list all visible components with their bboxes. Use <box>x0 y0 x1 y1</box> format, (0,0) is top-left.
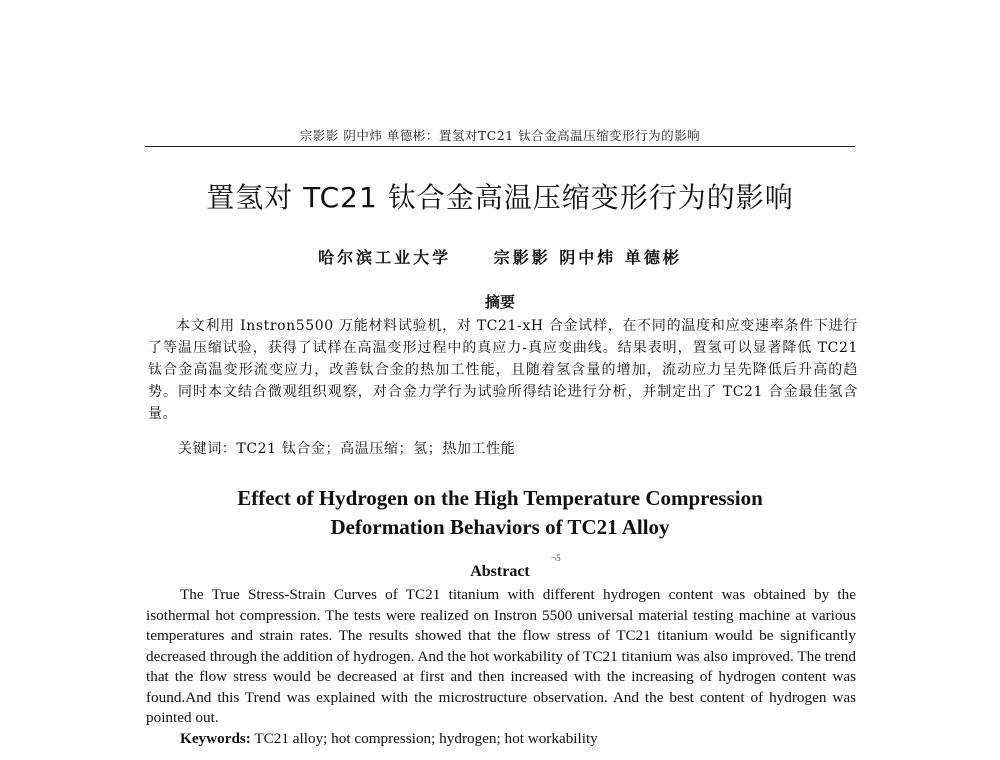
title-chinese: 置氢对 TC21 钛合金高温压缩变形行为的影响 <box>206 181 794 214</box>
header-rule <box>145 146 855 147</box>
title-english <box>100 484 900 542</box>
running-header: 宗影影 阴中炜 单德彬：置氢对TC21 钛合金高温压缩变形行为的影响 <box>299 128 701 143</box>
title-english-line-1: Effect of Hydrogen on the High Temperature Compression <box>237 486 763 510</box>
title-english-line-2: Deformation Behaviors of TC21 Alloy <box>330 515 670 539</box>
abstract-heading-chinese: 摘要 <box>484 293 515 311</box>
author-names-chinese: 宗影影 阴中炜 单德彬 <box>493 248 682 267</box>
keywords-chinese: 关键词：TC21 钛合金；高温压缩；氢；热加工性能 <box>178 441 516 457</box>
stray-mark: ¬5 <box>551 553 561 563</box>
keywords-english <box>180 730 860 748</box>
abstract-body-english: The True Stress-Strain Curves of TC21 titanium with different hydrogen content was obtained by the isothermal hot compression. The tests were realized on Instron 5500 universal material testing machine at various temperatures and strain rates. The results showed that the flow stress of TC21 titanium would be significantly decreased through the addition of hydrogen. And the hot workability of TC21 titanium was also improved. The trend that the flow stress would be decreased at first and then increased with the increasing of hydrogen content was found.And this Trend was explained with the microstructure observation. And the best content of hydrogen was pointed out. <box>146 586 856 726</box>
keywords-label-english: Keywords: <box>180 730 251 747</box>
authors-line-chinese <box>100 245 900 268</box>
abstract-heading-english: Abstract <box>470 563 530 580</box>
keywords-list-english: TC21 alloy; hot compression; hydrogen; hot workability <box>250 730 598 747</box>
affiliation-chinese: 哈尔滨工业大学 <box>318 248 452 267</box>
abstract-body-chinese: 本文利用 Instron5500 万能材料试验机，对 TC21-xH 合金试样，在不同的温度和应变速率条件下进行了等温压缩试验，获得了试样在高温变形过程中的真应力-真应变曲线。结果表明，置氢可以显著降低 TC21 钛合金高温变形流变应力，改善钛合金的热加工性能，且随着氢含量的增加，流动应力呈先降低后升高的趋势。同时本文结合微观组织观察，对合金力学行为试验所得结论进行分析，并制定出了 TC21 合金最佳氢含量。 <box>148 318 858 422</box>
